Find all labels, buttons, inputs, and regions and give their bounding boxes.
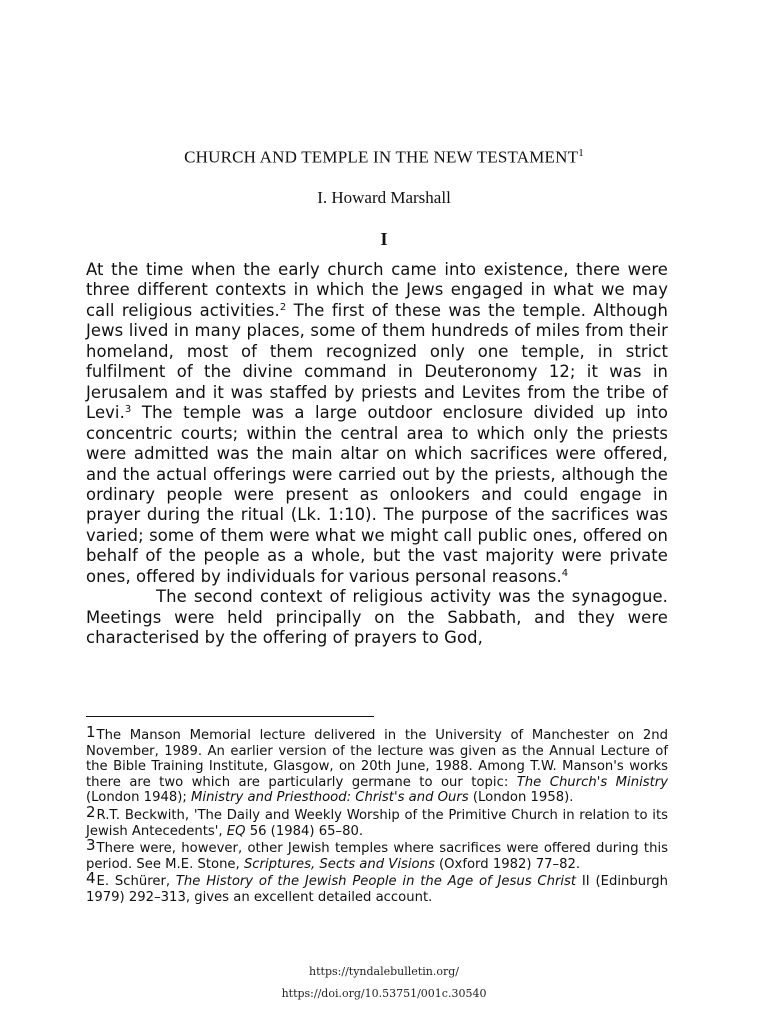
- journal-url-link[interactable]: https://tyndalebulletin.org/: [309, 965, 459, 978]
- paragraph-1-part-a: At the time when the early church came into existence, there were three different contexts in which the Jews engaged in what we may call religious activities.: [86, 260, 668, 320]
- footnote-4-text-a: E. Schürer,: [96, 874, 176, 890]
- footnote-2-text-b: 56 (1984) 65–80.: [245, 823, 364, 839]
- paragraph-1: [86, 260, 668, 587]
- footnote-1-mark: 1: [86, 723, 96, 741]
- footnote-1-text-b: (London 1948);: [86, 790, 192, 806]
- footnote-ref-3[interactable]: 3: [124, 404, 132, 416]
- paragraph-2: The second context of religious activity was the synagogue. Meetings were held principally on the Sabbath, and they were characterised by the offering of prayers to God,: [86, 587, 668, 648]
- footnote-4-text-b: II (Edinburgh 1979) 292–313, gives an excellent detailed account.: [86, 874, 668, 905]
- footnote-1-italic-b: Ministry and Priesthood: Christ's and Ours: [191, 790, 469, 806]
- footnote-4: [86, 869, 668, 905]
- footnote-1-text-c: (London 1958).: [468, 790, 574, 806]
- footnote-2: [86, 802, 668, 839]
- footnote-ref-2[interactable]: 2: [279, 301, 287, 313]
- doi-link[interactable]: https://doi.org/10.53751/001c.30540: [281, 987, 487, 1000]
- title-footnote-ref[interactable]: 1: [578, 147, 584, 159]
- footnote-2-text-a: R.T. Beckwith, 'The Daily and Weekly Worship of the Primitive Church in relation to its Jewish Antecedents',: [86, 807, 668, 839]
- body-text: [86, 260, 668, 649]
- paragraph-1-part-c: The temple was a large outdoor enclosure divided up into concentric courts; within the central area to which only the priests were admitted was the main altar on which sacrifices were offered, and the actual offerings were carried out by the priests, although the ordinary people were present as onlookers and could engage in prayer during the ritual (Lk. 1:10). The purpose of the sacrifices was varied; some of them were what we might call public ones, offered on behalf of the people as a whole, but the vast majority were private ones, offered by individuals for various personal reasons.: [86, 403, 668, 586]
- article-title: [0, 147, 768, 168]
- article-title-text: CHURCH AND TEMPLE IN THE NEW TESTAMENT: [184, 147, 579, 167]
- footnote-4-italic-a: The History of the Jewish People in the Age of Jesus Christ: [175, 874, 577, 890]
- footnote-ref-4[interactable]: 4: [561, 567, 569, 579]
- author-name: I. Howard Marshall: [317, 188, 451, 207]
- footnote-1-text-a: The Manson Memorial lecture delivered in the University of Manchester on 2nd November, 1989. An earlier version of the lecture was given as the Annual Lecture of the Bible Training Institute, Glasgow, on 20th June, 1988. Among T.W. Manson's works there are two which are particularly germane to our topic:: [86, 728, 668, 790]
- footnote-3: [86, 836, 668, 872]
- footnote-2-italic-a: EQ: [226, 823, 246, 839]
- footnote-2-mark: 2: [86, 802, 96, 821]
- footnote-divider: [86, 716, 374, 717]
- footnote-1: [86, 723, 668, 806]
- footnote-3-text-a: There were, however, other Jewish temples where sacrifices were offered during this period. See M.E. Stone,: [86, 841, 668, 872]
- footnote-3-mark: 3: [86, 836, 96, 855]
- paragraph-1-part-b: The first of these was the temple. Although Jews lived in many places, some of them hundreds of miles from their homeland, most of them recognized only one temple, in strict fulfilment of the divine command in Deuteronomy 12; it was in Jerusalem and it was staffed by priests and Levites from the tribe of Levi.: [86, 300, 668, 423]
- footnote-4-mark: 4: [86, 869, 96, 888]
- footnote-3-italic-a: Scriptures, Sects and Visions: [243, 856, 435, 872]
- footnote-3-text-b: (Oxford 1982) 77–82.: [434, 856, 581, 872]
- footnote-1-italic-a: The Church's Ministry: [516, 774, 668, 790]
- section-heading: I: [380, 229, 388, 249]
- footnotes: [86, 723, 668, 908]
